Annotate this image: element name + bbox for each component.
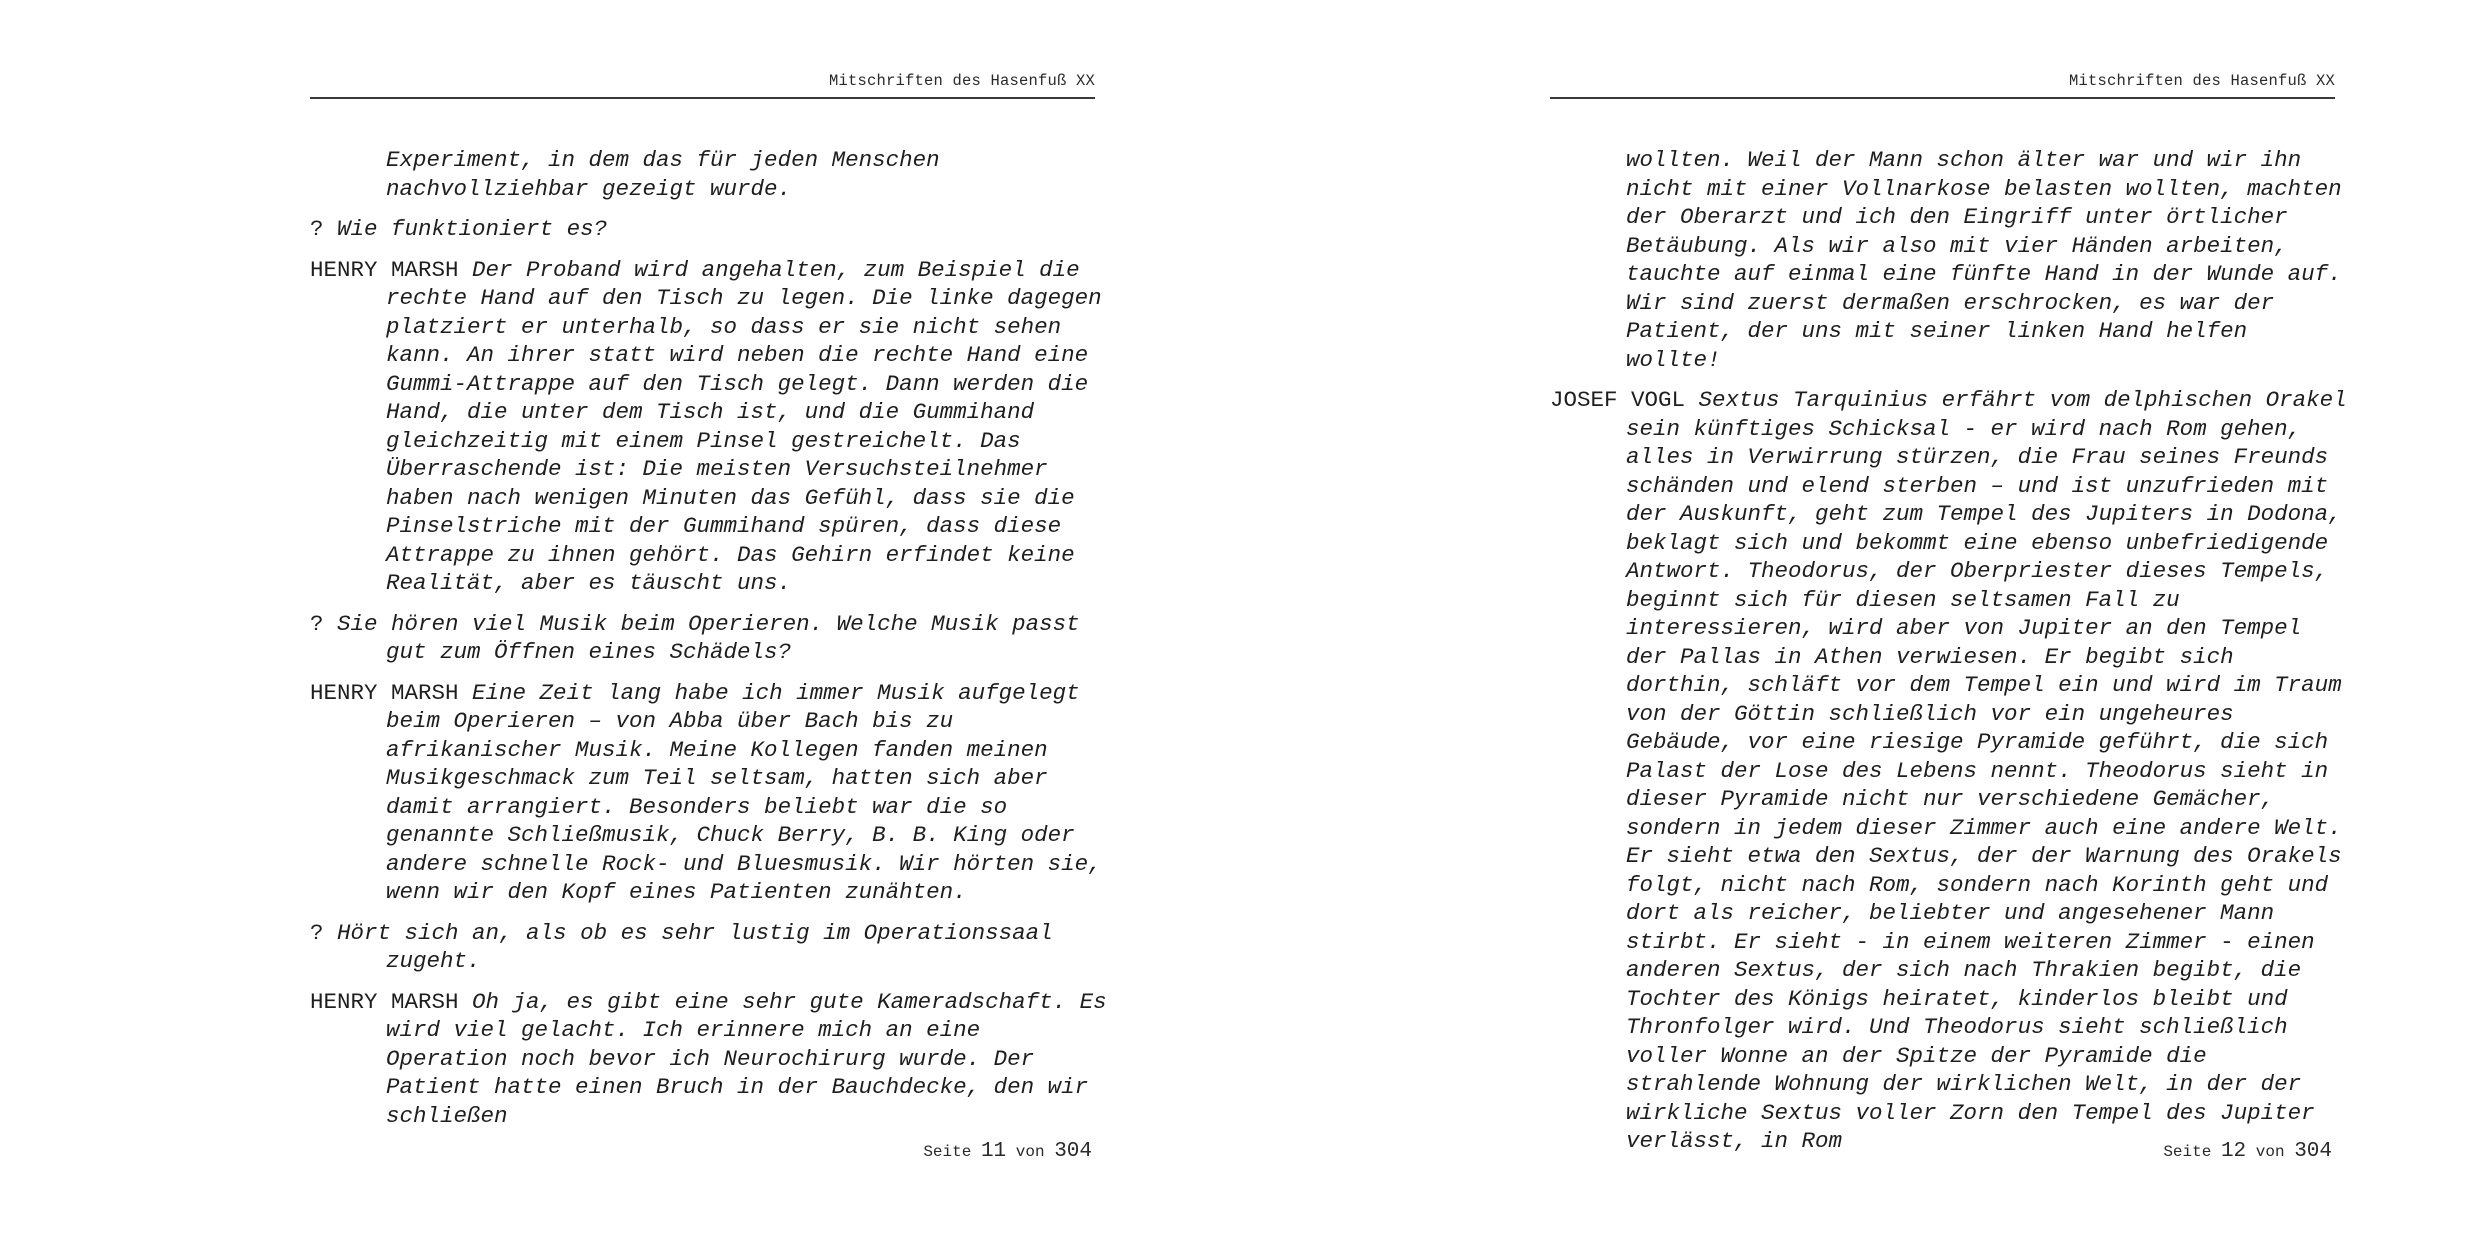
- speech-text: Der Proband wird angehalten, zum Beispiel die rechte Hand auf den Tisch zu legen. Die linke dagegen platziert er unterhalb, so dass er sie nicht sehen kann. An ihrer statt wird neben die rechte Hand eine Gummi-Attrappe auf den Tisch gelegt. Dann werden die Hand, die unter dem Tisch ist, und die Gummihand gleichzeitig mit einem Pinsel gestreichelt. Das Überraschende ist: Die meisten Versuchsteilnehmer haben nach wenigen Minuten das Gefühl, dass sie die Pinselstriche mit der Gummihand spüren, dass diese Attrappe zu ihnen gehört. Das Gehirn erfindet keine Realität, aber es täuscht uns.: [386, 256, 1102, 596]
- header-rule: [1550, 97, 2335, 99]
- paragraph: [1550, 146, 2350, 374]
- book-page-right: [1240, 0, 2480, 1240]
- speech-text: Sie hören viel Musik beim Operieren. Welche Musik passt gut zum Öffnen eines Schädels?: [337, 610, 1080, 665]
- question-marker: ?: [310, 610, 324, 637]
- question-marker: ?: [310, 216, 324, 242]
- paragraph: [310, 146, 1110, 203]
- page-body: [1550, 146, 2350, 1168]
- page-number: 11: [980, 1140, 1007, 1163]
- answer-paragraph: [310, 256, 1110, 598]
- answer-paragraph: [310, 988, 1110, 1131]
- question-paragraph: [310, 215, 1110, 244]
- page-number: 12: [2220, 1140, 2247, 1163]
- question-marker: ?: [310, 919, 324, 946]
- answer-paragraph: [310, 679, 1110, 907]
- speaker-name: HENRY MARSH: [310, 256, 459, 283]
- page-of-label: von: [1015, 1143, 1045, 1161]
- speech-text: Eine Zeit lang habe ich immer Musik aufgelegt beim Operieren – von Abba über Bach bis zu afrikanischer Musik. Meine Kollegen fanden meinen Musikgeschmack zum Teil seltsam, hatten sich aber damit arrangiert. Besonders beliebt war die so genannte Schließmusik, Chuck Berry, B. B. King oder andere schnelle Rock- und Bluesmusik. Wir hörten sie, wenn wir den Kopf eines Patienten zunähten.: [386, 679, 1102, 905]
- speech-text: Experiment, in dem das für jeden Menschen nachvollziehbar gezeigt wurde.: [386, 147, 940, 202]
- page-total: 304: [1054, 1140, 1092, 1163]
- page-total: 304: [2294, 1140, 2332, 1163]
- answer-paragraph: [1550, 386, 2350, 1156]
- page-of-label: von: [2255, 1143, 2285, 1161]
- page-footer: [800, 1140, 1092, 1163]
- speaker-name: HENRY MARSH: [310, 679, 459, 706]
- speech-text: Hört sich an, als ob es sehr lustig im Operationssaal zugeht.: [337, 919, 1053, 974]
- question-paragraph: [310, 919, 1110, 976]
- speaker-name: HENRY MARSH: [310, 988, 459, 1015]
- speech-text: Sextus Tarquinius erfährt vom delphischen Orakel sein künftiges Schicksal - er wird nach Rom gehen, alles in Verwirrung stürzen, die Frau seines Freunds schänden und elend sterben – und ist unzufrieden mit der Auskunft, geht zum Tempel des Jupiters in Dodona, beklagt sich und bekommt eine ebenso unbefriedigende Antwort. Theodorus, der Oberpriester dieses Tempels, beginnt sich für diesen seltsamen Fall zu interessieren, wird aber von Jupiter an den Tempel der Pallas in Athen verwiesen. Er begibt sich dorthin, schläft vor dem Tempel ein und wird im Traum von der Göttin schließlich vor ein ungeheures Gebäude, vor eine riesige Pyramide geführt, die sich Palast der Lose des Lebens nennt. Theodorus sieht in dieser Pyramide nicht nur verschiedene Gemächer, sondern in jedem dieser Zimmer auch eine andere Welt. Er sieht etwa den Sextus, der der Warnung des Orakels folgt, nicht nach Rom, sondern nach Korinth geht und dort als reicher, beliebter und angesehener Mann stirbt. Er sieht - in einem weiteren Zimmer - einen anderen Sextus, der sich nach Thrakien begibt, die Tochter des Königs heiratet, kinderlos bleibt und Thronfolger wird. Und Theodorus sieht schließlich voller Wonne an der Spitze der Pyramide die strahlende Wohnung der wirklichen Welt, in der der wirkliche Sextus voller Zorn den Tempel des Jupiter verlässt, in Rom: [1626, 387, 2347, 1154]
- page-footer: [2040, 1140, 2332, 1163]
- speech-text: Oh ja, es gibt eine sehr gute Kameradschaft. Es wird viel gelacht. Ich erinnere mich an eine Operation noch bevor ich Neurochirurg wurde. Der Patient hatte einen Bruch in der Bauchdecke, den wir schließen: [386, 988, 1107, 1129]
- speech-text: Wie funktioniert es?: [337, 216, 608, 242]
- page-label: Seite: [923, 1143, 972, 1161]
- page-body: [310, 146, 1110, 1142]
- question-paragraph: [310, 610, 1110, 667]
- running-header: Mitschriften des Hasenfuß XX: [2068, 72, 2335, 90]
- page-label: Seite: [2163, 1143, 2212, 1161]
- running-header: Mitschriften des Hasenfuß XX: [828, 72, 1095, 90]
- header-rule: [310, 97, 1095, 99]
- speaker-name: JOSEF VOGL: [1550, 387, 1686, 413]
- speech-text: wollten. Weil der Mann schon älter war und wir ihn nicht mit einer Vollnarkose belasten wollten, machten der Oberarzt und ich den Eingriff unter örtlicher Betäubung. Als wir also mit vier Händen arbeiten, tauchte auf einmal eine fünfte Hand in der Wunde auf. Wir sind zuerst dermaßen erschrocken, es war der Patient, der uns mit seiner linken Hand helfen wollte!: [1626, 147, 2342, 373]
